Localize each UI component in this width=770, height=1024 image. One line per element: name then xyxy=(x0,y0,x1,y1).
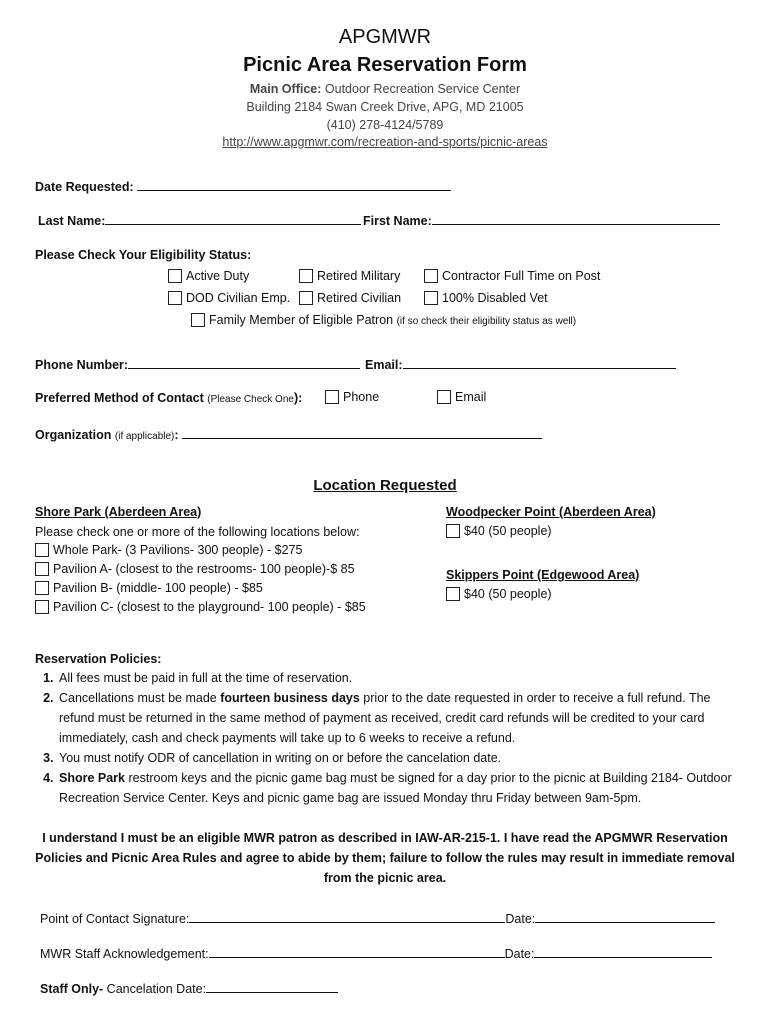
staff-date-field[interactable] xyxy=(534,945,712,958)
option-label: Active Duty xyxy=(186,269,250,283)
contact-method-label xyxy=(35,391,302,405)
eligibility-option-disabled-vet[interactable] xyxy=(424,291,548,305)
shore-park-option-pavilion-b[interactable] xyxy=(35,581,263,595)
cancel-date-field[interactable] xyxy=(206,980,338,993)
poc-signature-row xyxy=(40,910,715,926)
staff-only-label: Staff Only- xyxy=(40,982,104,996)
date-requested-row xyxy=(35,178,451,194)
eligibility-option-retired-civilian[interactable] xyxy=(299,291,401,305)
main-office xyxy=(0,82,770,96)
organization-note: (if applicable) xyxy=(114,431,175,442)
contact-method-title: Preferred Method of Contact xyxy=(35,391,204,405)
email-field[interactable] xyxy=(403,356,676,369)
option-label: DOD Civilian Emp. xyxy=(186,291,291,305)
policy-item xyxy=(57,668,740,688)
woodpecker-title: Woodpecker Point (Aberdeen Area) xyxy=(446,505,656,519)
date-requested-label: Date Requested: xyxy=(35,180,134,194)
phone-number-row xyxy=(35,356,360,372)
checkbox[interactable] xyxy=(325,390,339,404)
checkbox[interactable] xyxy=(446,524,460,538)
policies-heading: Reservation Policies: xyxy=(35,652,162,666)
option-label: Retired Civilian xyxy=(317,291,402,305)
organization-colon: : xyxy=(174,428,179,442)
eligibility-option-dod-civilian[interactable] xyxy=(168,291,290,305)
last-name-field[interactable] xyxy=(105,212,361,225)
checkbox[interactable] xyxy=(35,562,49,576)
policy-item xyxy=(57,748,740,768)
agreement-line-3: from the picnic area. xyxy=(323,871,447,885)
checkbox[interactable] xyxy=(35,543,49,557)
option-label: Phone xyxy=(343,390,380,404)
phone-number-field[interactable] xyxy=(128,356,360,369)
cancel-date-label: Cancelation Date: xyxy=(103,982,207,996)
option-label: $40 (50 people) xyxy=(464,524,552,538)
shore-park-instruction: Please check one or more of the following locations below: xyxy=(35,525,360,539)
first-name-label: First Name: xyxy=(363,214,432,228)
checkbox[interactable] xyxy=(35,600,49,614)
checkbox[interactable] xyxy=(424,269,438,283)
policy-text: restroom keys and the picnic game bag must be signed for a day prior to the picnic at Building 2184- Outdoor Recreation Service Center. Keys and picnic game bag are issued Monday thru Friday between 9am-5pm. xyxy=(59,771,732,805)
shore-park-option-pavilion-c[interactable] xyxy=(35,600,366,614)
skippers-option[interactable] xyxy=(446,587,552,601)
agreement-line-2: Policies and Picnic Area Rules and agree to abide by them; failure to follow the rules may result in immediate removal xyxy=(35,851,735,865)
staff-date-label: Date: xyxy=(504,947,535,961)
organization-field[interactable] xyxy=(182,426,542,439)
checkbox[interactable] xyxy=(437,390,451,404)
org-name: APGMWR xyxy=(338,26,432,48)
location-heading: Location Requested xyxy=(313,477,457,494)
organization-row xyxy=(35,426,542,442)
eligibility-label: Please Check Your Eligibility Status: xyxy=(35,248,252,262)
poc-signature-field[interactable] xyxy=(189,910,505,923)
policy-text: prior to the date requested in order to receive a full refund. The refund must be returned in the same method of payment as received, credit card refunds will be credited to your card immediately, cash and check payments will take up to 6 weeks to receive a refund. xyxy=(59,691,711,745)
eligibility-option-retired-military[interactable] xyxy=(299,269,400,283)
option-label: Whole Park- (3 Pavilions- 300 people) - $275 xyxy=(53,543,303,557)
option-label: Retired Military xyxy=(317,269,401,283)
option-label: Pavilion C- (closest to the playground- 100 people) - $85 xyxy=(53,600,366,614)
eligibility-option-contractor[interactable] xyxy=(424,269,600,283)
option-label: Pavilion A- (closest to the restrooms- 100 people)-$ 85 xyxy=(53,562,355,576)
shore-park-option-whole[interactable] xyxy=(35,543,302,557)
contact-method-note: (Please Check One xyxy=(207,394,294,405)
form-title: Picnic Area Reservation Form xyxy=(243,54,527,76)
option-label: Pavilion B- (middle- 100 people) - $85 xyxy=(53,581,263,595)
checkbox[interactable] xyxy=(299,291,313,305)
last-name-label: Last Name: xyxy=(38,214,106,228)
main-office-value: Outdoor Recreation Service Center xyxy=(324,82,521,96)
poc-date-field[interactable] xyxy=(535,910,715,923)
shore-park-title: Shore Park (Aberdeen Area) xyxy=(35,505,202,519)
option-label: Contractor Full Time on Post xyxy=(442,269,601,283)
organization-label: Organization xyxy=(35,428,112,442)
eligibility-option-family-member[interactable] xyxy=(191,313,576,327)
policy-text: You must notify ODR of cancellation in writing on or before the cancelation date. xyxy=(59,751,502,765)
option-label: $40 (50 people) xyxy=(464,587,552,601)
email-row xyxy=(365,356,676,372)
policies-list xyxy=(35,668,740,808)
last-name-row xyxy=(38,212,361,228)
first-name-field[interactable] xyxy=(432,212,720,225)
eligibility-option-active-duty[interactable] xyxy=(168,269,249,283)
office-phone: (410) 278-4124/5789 xyxy=(326,118,444,132)
phone-number-label: Phone Number: xyxy=(35,358,129,372)
policy-item xyxy=(57,688,740,748)
contact-method-suffix: ): xyxy=(293,391,303,405)
checkbox[interactable] xyxy=(35,581,49,595)
checkbox[interactable] xyxy=(168,269,182,283)
contact-option-phone[interactable] xyxy=(325,390,379,404)
shore-park-option-pavilion-a[interactable] xyxy=(35,562,355,576)
policy-text: Cancellations must be made xyxy=(59,691,221,705)
policy-text: All fees must be paid in full at the time of reservation. xyxy=(59,671,353,685)
date-requested-field[interactable] xyxy=(137,178,451,191)
staff-ack-row xyxy=(40,945,712,961)
policy-item xyxy=(57,768,740,808)
woodpecker-option[interactable] xyxy=(446,524,552,538)
agreement-line-1: I understand I must be an eligible MWR patron as described in IAW-AR-215-1. I have read the APGMWR Reservation xyxy=(42,831,728,845)
poc-date-label: Date: xyxy=(505,912,536,926)
staff-only-row xyxy=(40,980,338,996)
policy-emphasis: fourteen business days xyxy=(220,691,360,705)
staff-ack-field[interactable] xyxy=(209,945,505,958)
contact-option-email[interactable] xyxy=(437,390,486,404)
checkbox[interactable] xyxy=(299,269,313,283)
option-label: Email xyxy=(455,390,487,404)
checkbox[interactable] xyxy=(191,313,205,327)
poc-signature-label: Point of Contact Signature: xyxy=(40,912,190,926)
email-label: Email: xyxy=(365,358,403,372)
main-office-label: Main Office: xyxy=(249,82,322,96)
office-address: Building 2184 Swan Creek Drive, APG, MD 21005 xyxy=(246,100,524,114)
checkbox[interactable] xyxy=(168,291,182,305)
skippers-title: Skippers Point (Edgewood Area) xyxy=(446,568,640,582)
checkbox[interactable] xyxy=(446,587,460,601)
staff-ack-label: MWR Staff Acknowledgement: xyxy=(40,947,209,961)
checkbox[interactable] xyxy=(424,291,438,305)
first-name-row xyxy=(363,212,720,228)
family-member-note: (if so check their eligibility status as well) xyxy=(396,316,577,327)
picnic-url-link[interactable]: http://www.apgmwr.com/recreation-and-sports/picnic-areas xyxy=(222,135,548,149)
option-label: Family Member of Eligible Patron xyxy=(209,313,394,327)
policy-emphasis: Shore Park xyxy=(59,771,126,785)
option-label: 100% Disabled Vet xyxy=(442,291,548,305)
